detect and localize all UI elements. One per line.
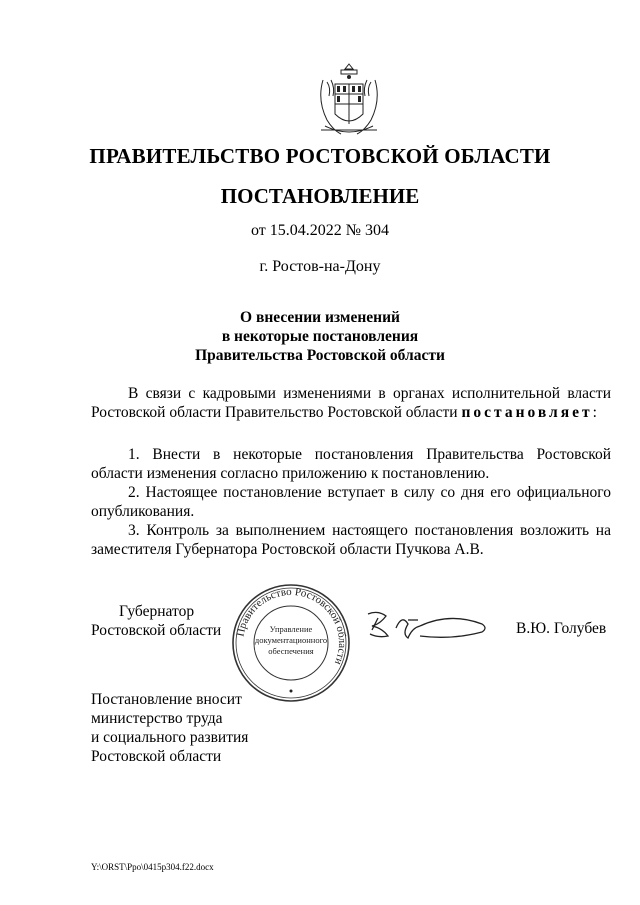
seal-inner-line: документационного bbox=[254, 635, 328, 645]
introduced-by-line: Ростовской области bbox=[91, 748, 222, 765]
coat-of-arms-emblem bbox=[315, 60, 383, 138]
preamble-text: В связи с кадровыми изменениями в органах исполнительной власти Ростовской области Правительство Ростовской области bbox=[91, 385, 611, 421]
seal-outer-text: Правительство Ростовской области bbox=[234, 585, 349, 667]
signer-position bbox=[91, 602, 221, 640]
seal-inner-line: Управление bbox=[269, 624, 313, 634]
government-title: ПРАВИТЕЛЬСТВО РОСТОВСКОЙ ОБЛАСТИ bbox=[89, 144, 551, 168]
preamble-paragraph bbox=[91, 384, 611, 422]
resolution-item: 2. Настоящее постановление вступает в силу со дня его официального опубликования. bbox=[91, 484, 611, 520]
preamble-colon: : bbox=[592, 404, 597, 421]
resolves-keyword: постановляет bbox=[461, 404, 593, 421]
resolution-items bbox=[91, 445, 611, 559]
resolution-item: 1. Внести в некоторые постановления Правительства Ростовской области изменения согласно приложению к постановлению. bbox=[91, 446, 611, 482]
document-city: г. Ростов-на-Дону bbox=[259, 258, 381, 275]
introduced-by-line: министерство труда bbox=[91, 710, 223, 727]
document-type: ПОСТАНОВЛЕНИЕ bbox=[220, 184, 420, 208]
introduced-by-block bbox=[91, 690, 248, 766]
seal-inner-line: обеспечения bbox=[268, 646, 314, 656]
document-subject bbox=[0, 308, 640, 365]
resolution-item: 3. Контроль за выполнением настоящего постановления возложить на заместителя Губернатора Ростовской области Пучкова А.В. bbox=[91, 522, 611, 558]
signer-position-line: Губернатор bbox=[119, 603, 195, 620]
subject-line: в некоторые постановления bbox=[221, 328, 419, 345]
handwritten-signature bbox=[362, 600, 492, 648]
signer-position-line: Ростовской области bbox=[91, 622, 222, 639]
introduced-by-line: Постановление вносит bbox=[91, 691, 242, 708]
signer-name: В.Ю. Голубев bbox=[516, 620, 607, 637]
subject-line: О внесении изменений bbox=[240, 309, 400, 326]
official-seal bbox=[230, 582, 352, 704]
subject-line: Правительства Ростовской области bbox=[195, 347, 445, 364]
document-date-number: от 15.04.2022 № 304 bbox=[250, 222, 390, 239]
file-path-footer: Y:\ORST\Ppo\0415p304.f22.docx bbox=[91, 862, 214, 872]
introduced-by-line: и социального развития bbox=[91, 729, 249, 746]
